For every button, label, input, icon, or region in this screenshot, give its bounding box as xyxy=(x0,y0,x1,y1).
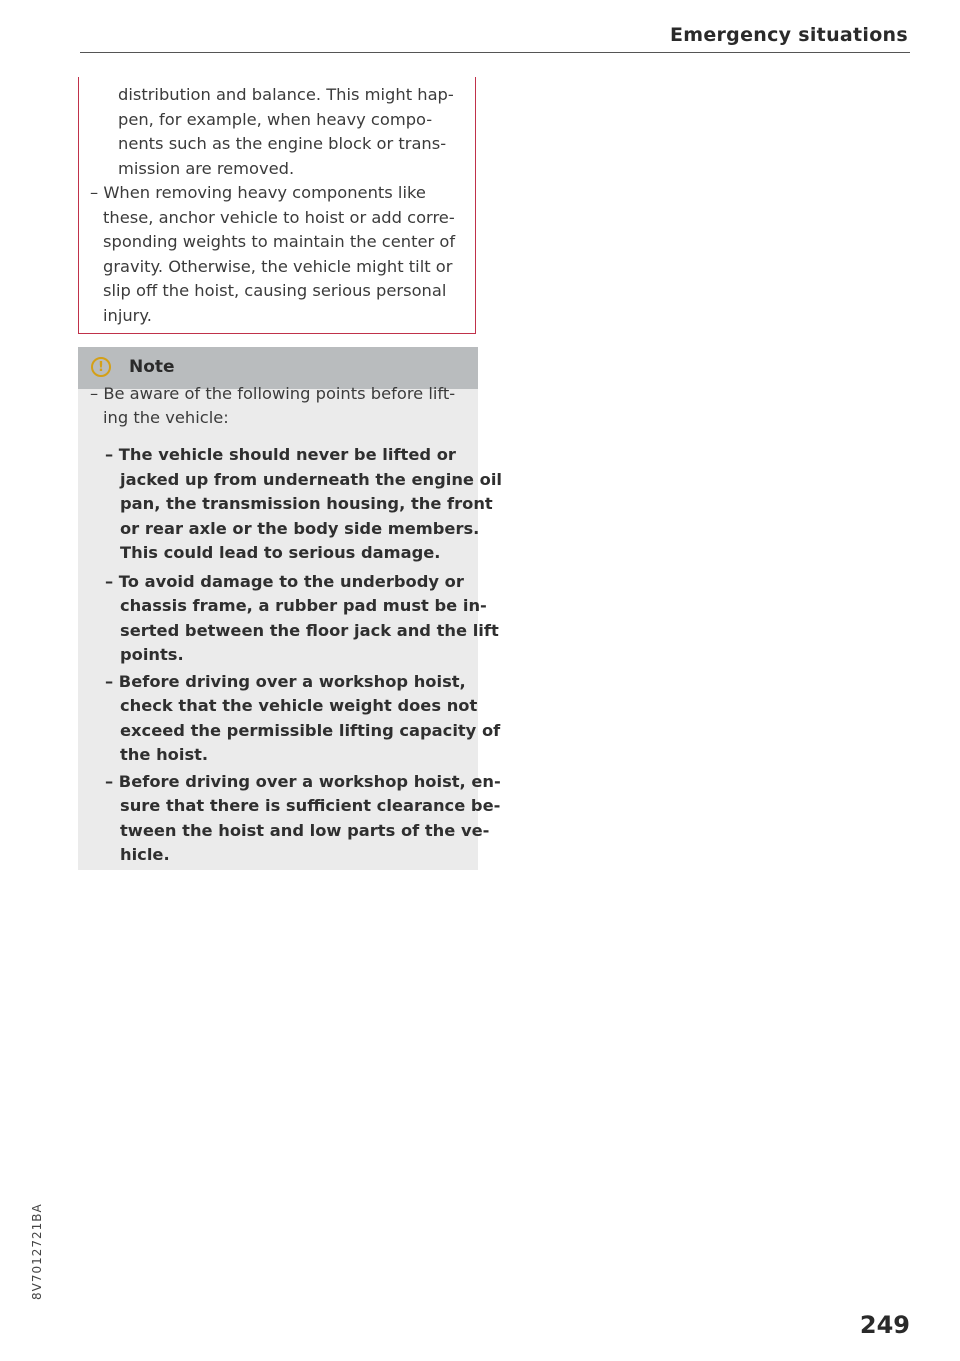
note-bullet-line: points. xyxy=(120,645,184,664)
note-bullet-line: check that the vehicle weight does not xyxy=(120,696,478,715)
note-bullet-line: – Before driving over a workshop hoist, en- xyxy=(105,772,501,791)
note-bullet-line: or rear axle or the body side members. xyxy=(120,519,480,538)
warning-line: – When removing heavy components like xyxy=(90,183,426,202)
note-bullet-line: sure that there is sufficient clearance be- xyxy=(120,796,501,815)
exclamation-icon: ! xyxy=(91,357,111,377)
note-title: Note xyxy=(129,357,175,377)
warning-line: mission are removed. xyxy=(118,159,295,178)
warning-line: these, anchor vehicle to hoist or add corre- xyxy=(103,208,455,227)
warning-line: pen, for example, when heavy compo- xyxy=(118,110,433,129)
warning-line: sponding weights to maintain the center of xyxy=(103,232,456,251)
note-bullet-line: – To avoid damage to the underbody or xyxy=(105,572,464,591)
warning-line: distribution and balance. This might hap- xyxy=(118,85,454,104)
note-bullet-line: serted between the floor jack and the lift xyxy=(120,621,499,640)
header-rule xyxy=(80,52,910,53)
note-bullet-line: pan, the transmission housing, the front xyxy=(120,494,493,513)
running-header-title: Emergency situations xyxy=(669,24,908,46)
note-intro-line: – Be aware of the following points before lift- xyxy=(90,384,456,403)
note-intro-line: ing the vehicle: xyxy=(103,408,229,427)
note-bullet-line: – The vehicle should never be lifted or xyxy=(105,445,456,464)
warning-line: gravity. Otherwise, the vehicle might tilt or xyxy=(103,257,453,276)
note-bullet-line: This could lead to serious damage. xyxy=(120,543,441,562)
note-bullet-line: hicle. xyxy=(120,845,170,864)
warning-line: injury. xyxy=(103,306,152,325)
warning-line: nents such as the engine block or trans- xyxy=(118,134,447,153)
note-bullet-line: exceed the permissible lifting capacity of xyxy=(120,721,501,740)
document-code: 8V7012721BA xyxy=(30,1203,44,1300)
note-bullet-line: – Before driving over a workshop hoist, xyxy=(105,672,466,691)
note-bullet-line: the hoist. xyxy=(120,745,209,764)
note-bullet-line: chassis frame, a rubber pad must be in- xyxy=(120,596,487,615)
note-bullet-line: jacked up from underneath the engine oil xyxy=(120,470,502,489)
warning-line: slip off the hoist, causing serious personal xyxy=(103,281,447,300)
note-bullet-line: tween the hoist and low parts of the ve- xyxy=(120,821,490,840)
page-number: 249 xyxy=(859,1311,910,1339)
